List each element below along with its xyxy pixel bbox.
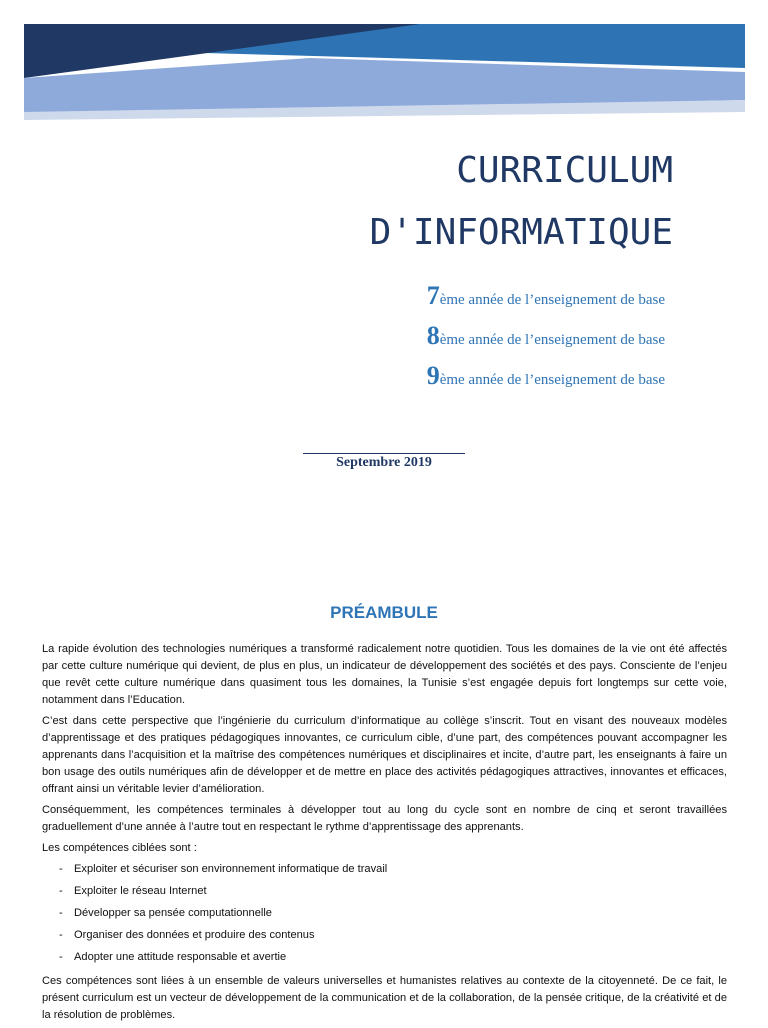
competence-text: Organiser des données et produire des contenus bbox=[74, 929, 315, 941]
grade-level-8 bbox=[427, 321, 665, 351]
list-item bbox=[42, 861, 727, 883]
list-item bbox=[42, 949, 727, 971]
competence-text: Développer sa pensée computationnelle bbox=[74, 907, 272, 919]
competence-text: Adopter une attitude responsable et avertie bbox=[74, 951, 287, 963]
document-title-line-1: CURRICULUM bbox=[456, 150, 673, 191]
publication-date: Septembre 2019 bbox=[336, 455, 432, 470]
competences-list bbox=[42, 861, 727, 971]
paragraph-values: Ces compétences sont liées à un ensemble de valeurs universelles et humanistes relatives au contexte de la citoyenneté. De ce fait, le présent curriculum est un vecteur de développement de la communication et de la collaboration, de la pensée critique, de la créativité et de la résolution de problèmes. bbox=[42, 975, 727, 1021]
dash-bullet: - bbox=[59, 907, 63, 919]
dash-bullet: - bbox=[59, 885, 63, 897]
grade-number: 7 bbox=[426, 281, 440, 310]
date-divider bbox=[303, 453, 465, 454]
paragraph-perspective: C’est dans cette perspective que l’ingénierie du curriculum d’informatique au collège s’inscrit. Tout en visant des nouveaux modèles d’apprentissage et des pratiques pédagogiques innovantes, ce curriculum cible, d’une part, des compétences pouvant accompagner les apprenants dans l’acquisition et la maîtrise des compétences numériques et disciplinaires et incite, d’autre part, les enseignants à faire un bon usage des outils numériques afin de développer et de mettre en place des activités pédagogiques attractives, innovantes et efficaces, offrant ainsi un véritable levier d’amélioration. bbox=[42, 715, 727, 795]
dash-bullet: - bbox=[59, 951, 63, 963]
paragraph-competences-overview: Conséquemment, les compétences terminales à développer tout au long du cycle sont en nombre de cinq et seront travaillées graduellement d’une année à l’autre tout en respectant le rythme d’apprentissage des apprenants. bbox=[42, 804, 727, 833]
preamble-heading: PRÉAMBULE bbox=[330, 603, 438, 622]
preamble-body bbox=[42, 641, 727, 1028]
grade-level-9 bbox=[427, 361, 665, 391]
list-item bbox=[42, 927, 727, 949]
paragraph-intro: La rapide évolution des technologies numériques a transformé radicalement notre quotidien. Tous les domaines de la vie ont été affectés par cette culture numérique qui devient, de plus en plus, un indicateur de développement des sociétés et des pays. Consciente de l’enjeu que revêt cette culture numérique dans quasiment tous les domaines, la Tunisie s’est engagée depuis fort longtemps sur cette voie, notamment dans l’Education. bbox=[42, 643, 727, 706]
competence-text: Exploiter le réseau Internet bbox=[74, 885, 207, 897]
competence-text: Exploiter et sécuriser son environnement informatique de travail bbox=[74, 863, 388, 875]
dash-bullet: - bbox=[59, 863, 63, 875]
grade-label: ème année de l’enseignement de base bbox=[439, 292, 665, 308]
document-title-line-2: D'INFORMATIQUE bbox=[369, 212, 673, 253]
header-banner bbox=[0, 0, 768, 130]
grade-label: ème année de l’enseignement de base bbox=[439, 332, 665, 348]
list-item bbox=[42, 905, 727, 927]
grade-label: ème année de l’enseignement de base bbox=[439, 372, 665, 388]
list-item bbox=[42, 883, 727, 905]
grade-number: 8 bbox=[426, 321, 440, 350]
dash-bullet: - bbox=[59, 929, 63, 941]
list-intro: Les compétences ciblées sont : bbox=[42, 842, 197, 854]
grade-number: 9 bbox=[426, 361, 440, 390]
grade-level-7 bbox=[427, 281, 665, 311]
